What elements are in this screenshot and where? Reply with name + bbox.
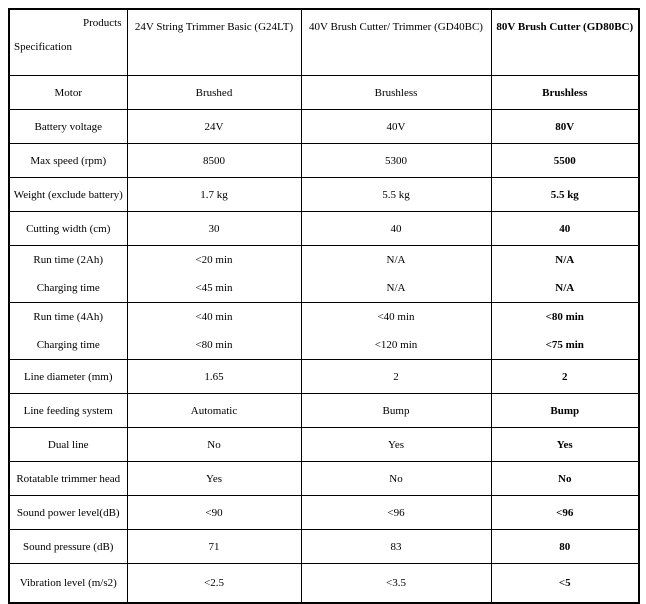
row-label: Battery voltage (9, 110, 127, 144)
cell-value: 8500 (127, 144, 301, 178)
spec-table-body (9, 76, 639, 604)
cell-value-line2: N/A (386, 282, 406, 294)
cell-value: Yes (301, 428, 491, 462)
cell-value-line2: <120 min (374, 339, 418, 351)
table-row (9, 76, 639, 110)
cell-value: 1.7 kg (127, 178, 301, 212)
table-row (9, 212, 639, 246)
cell-value (301, 303, 491, 360)
cell-value (127, 246, 301, 303)
cell-value: 83 (301, 530, 491, 564)
row-label: Weight (exclude battery) (9, 178, 127, 212)
cell-value: 40 (491, 212, 639, 246)
cell-value: 24V (127, 110, 301, 144)
cell-value: 2 (491, 360, 639, 394)
cell-value: <96 (491, 496, 639, 530)
table-row (9, 360, 639, 394)
corner-cell (9, 9, 127, 76)
cell-value: <3.5 (301, 564, 491, 604)
cell-value (127, 303, 301, 360)
cell-value: <2.5 (127, 564, 301, 604)
table-row (9, 496, 639, 530)
column-header-g24lt: 24V String Trimmer Basic (G24LT) (127, 9, 301, 76)
cell-value: 30 (127, 212, 301, 246)
row-label-line1: Run time (4Ah) (33, 311, 104, 323)
spec-table (8, 8, 640, 604)
cell-value: 71 (127, 530, 301, 564)
cell-value (491, 246, 639, 303)
table-row (9, 394, 639, 428)
row-label: Max speed (rpm) (9, 144, 127, 178)
cell-value-line2: <80 min (195, 339, 233, 351)
table-row (9, 564, 639, 604)
cell-value: Bump (301, 394, 491, 428)
table-row (9, 530, 639, 564)
cell-value-line1: <40 min (195, 311, 233, 323)
cell-value: No (491, 462, 639, 496)
row-label: Vibration level (m/s2) (9, 564, 127, 604)
row-label: Sound pressure (dB) (9, 530, 127, 564)
cell-value (301, 246, 491, 303)
cell-value: 40V (301, 110, 491, 144)
cell-value-line2: <45 min (195, 282, 233, 294)
header-row (9, 9, 639, 76)
cell-value: Yes (127, 462, 301, 496)
row-label: Dual line (9, 428, 127, 462)
cell-value: 5300 (301, 144, 491, 178)
spec-table-container (8, 8, 640, 604)
cell-value: <5 (491, 564, 639, 604)
cell-value: <96 (301, 496, 491, 530)
column-header-gd80bc: 80V Brush Cutter (GD80BC) (491, 9, 639, 76)
cell-value: 40 (301, 212, 491, 246)
corner-products-label: Products (83, 17, 122, 29)
column-header-gd40bc: 40V Brush Cutter/ Trimmer (GD40BC) (301, 9, 491, 76)
cell-value: 80 (491, 530, 639, 564)
cell-value-line1: <40 min (377, 311, 415, 323)
cell-value-line2: N/A (555, 282, 575, 294)
cell-value: 80V (491, 110, 639, 144)
cell-value: 5.5 kg (491, 178, 639, 212)
cell-value: Brushless (491, 76, 639, 110)
row-label: Sound power level(dB) (9, 496, 127, 530)
cell-value-line2: <75 min (545, 339, 584, 351)
row-label-line2: Charging time (36, 282, 100, 294)
cell-value: <90 (127, 496, 301, 530)
cell-value-line1: <20 min (195, 254, 233, 266)
row-label-line1: Run time (2Ah) (33, 254, 104, 266)
cell-value: 5500 (491, 144, 639, 178)
cell-value: Automatic (127, 394, 301, 428)
cell-value: No (127, 428, 301, 462)
row-label: Motor (9, 76, 127, 110)
cell-value: 5.5 kg (301, 178, 491, 212)
row-label: Rotatable trimmer head (9, 462, 127, 496)
row-label: Line feeding system (9, 394, 127, 428)
table-row (9, 178, 639, 212)
cell-value: 2 (301, 360, 491, 394)
row-label (9, 246, 127, 303)
table-row (9, 110, 639, 144)
table-row (9, 246, 639, 303)
cell-value-line1: N/A (555, 254, 575, 266)
row-label: Cutting width (cm) (9, 212, 127, 246)
cell-value: Yes (491, 428, 639, 462)
corner-specification-label: Specification (14, 41, 73, 53)
cell-value: No (301, 462, 491, 496)
cell-value: Brushless (301, 76, 491, 110)
cell-value-line1: N/A (386, 254, 406, 266)
table-row (9, 428, 639, 462)
table-row (9, 462, 639, 496)
row-label (9, 303, 127, 360)
cell-value: Bump (491, 394, 639, 428)
table-row (9, 144, 639, 178)
cell-value-line1: <80 min (545, 311, 584, 323)
row-label-line2: Charging time (36, 339, 100, 351)
cell-value: 1.65 (127, 360, 301, 394)
table-row (9, 303, 639, 360)
cell-value (491, 303, 639, 360)
cell-value: Brushed (127, 76, 301, 110)
row-label: Line diameter (mm) (9, 360, 127, 394)
